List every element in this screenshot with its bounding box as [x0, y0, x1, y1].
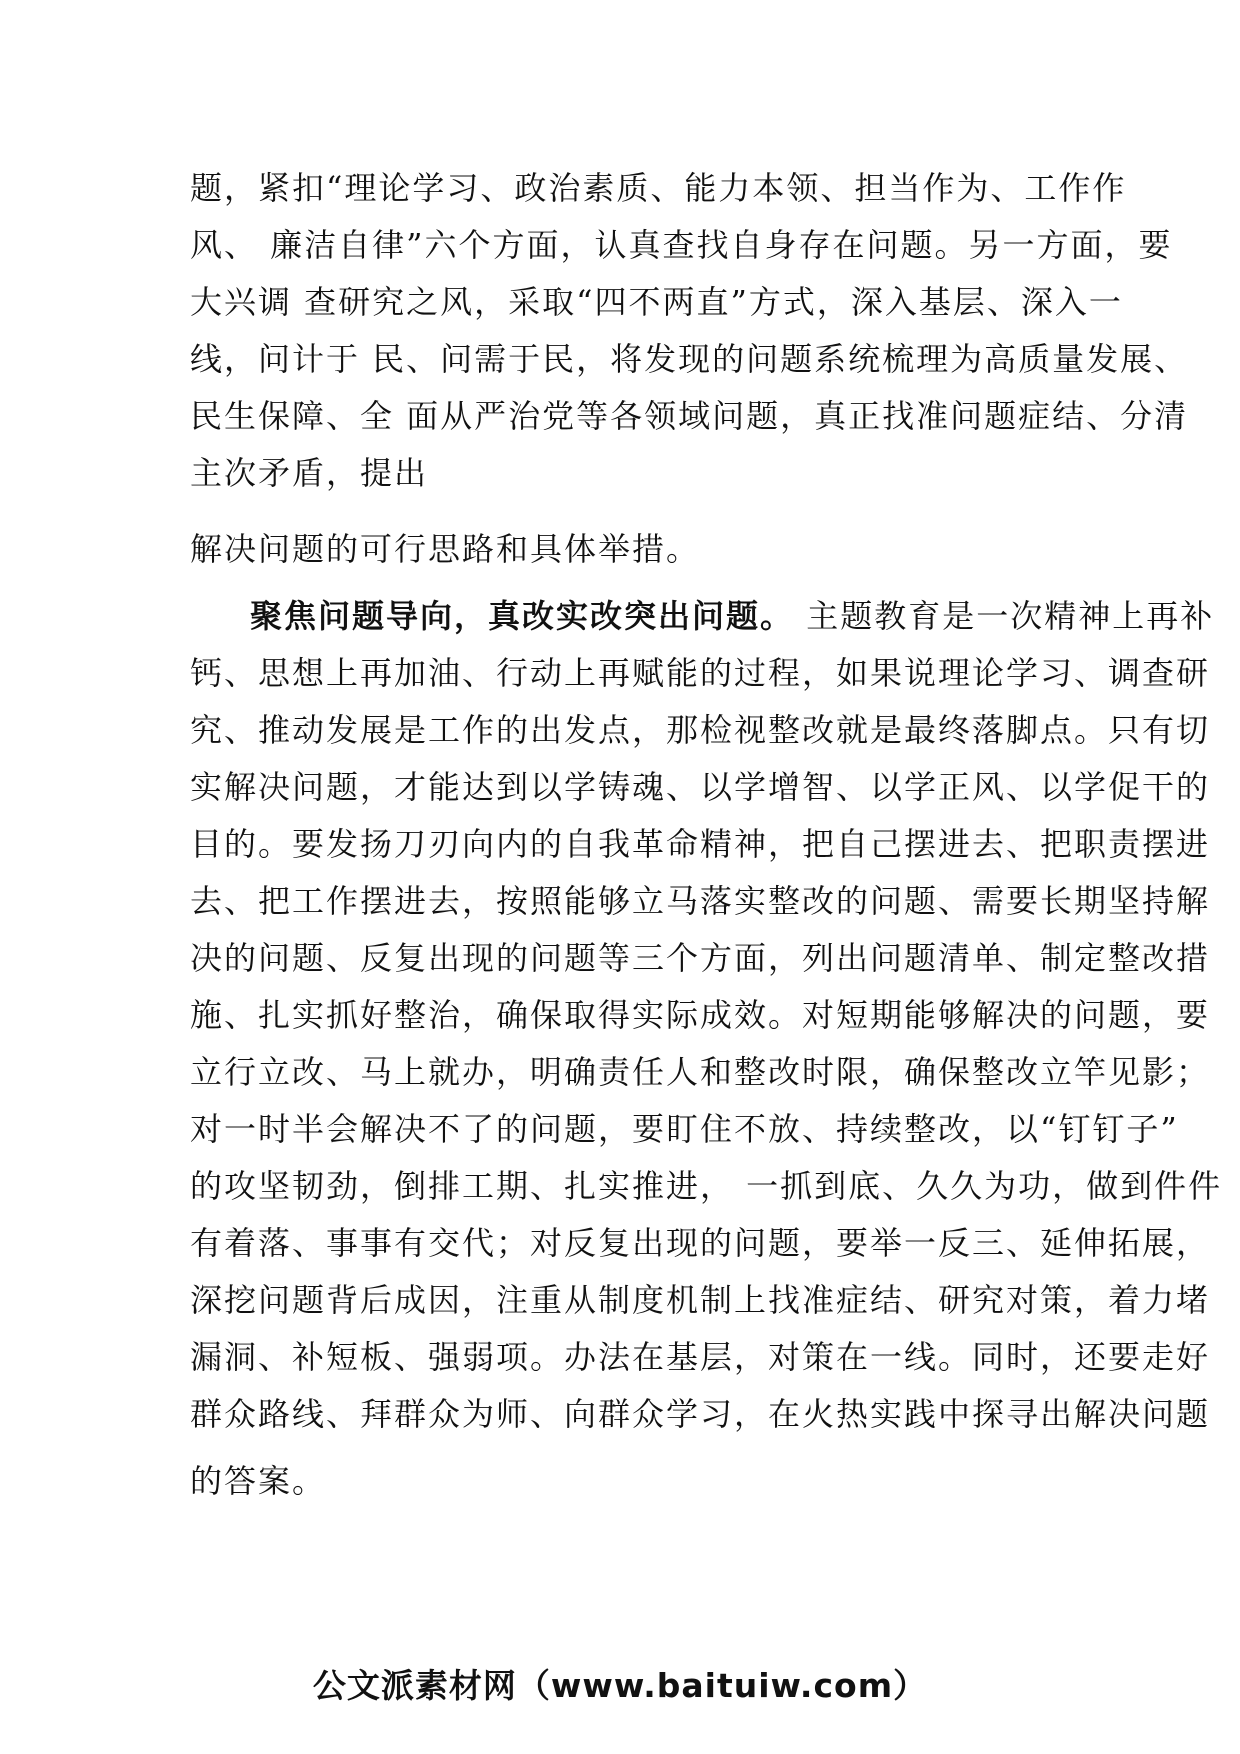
footer-watermark: 公文派素材网（www.baituiw.com） — [312, 1666, 928, 1705]
body-line: 钙、思想上再加油、行动上再赋能的过程，如果说理论学习、调查研 — [190, 654, 1211, 692]
body-line: 究、推动发展是工作的出发点，那检视整改就是最终落脚点。只有切 — [190, 711, 1211, 749]
body-line: 题，紧扣“理论学习、政治素质、能力本领、担当作为、工作作 — [190, 169, 1127, 207]
body-line: 实解决问题，才能达到以学铸魂、以学增智、以学正风、以学促干的 — [190, 768, 1211, 806]
body-line: 主次矛盾，提出 — [190, 454, 429, 492]
body-line: 目的。要发扬刀刃向内的自我革命精神，把自己摆进去、把职责摆进 — [190, 825, 1211, 863]
body-line: 的攻坚韧劲，倒排工期、扎实推进， 一抓到底、久久为功，做到件件 — [190, 1167, 1223, 1205]
section-heading-continuation: 主题教育是一次精神上再补 — [794, 597, 1215, 635]
body-line: 大兴调 查研究之风，采取“四不两直”方式，深入基层、深入一 — [190, 283, 1123, 321]
body-line: 民生保障、全 面从严治党等各领域问题，真正找准问题症结、分清 — [190, 397, 1189, 435]
body-line: 线，问计于 民、问需于民，将发现的问题系统梳理为高质量发展、 — [190, 340, 1189, 378]
body-line: 的答案。 — [190, 1462, 327, 1500]
body-line: 决的问题、反复出现的问题等三个方面，列出问题清单、制定整改措 — [190, 939, 1211, 977]
body-line: 群众路线、拜群众为师、向群众学习，在火热实践中探寻出解决问题 — [190, 1395, 1211, 1433]
body-line: 漏洞、补短板、强弱项。办法在基层，对策在一线。同时，还要走好 — [190, 1338, 1211, 1376]
body-line: 风、 廉洁自律”六个方面，认真查找自身存在问题。另一方面，要 — [190, 226, 1173, 264]
section-heading: 聚焦问题导向，真改实改突出问题。 — [250, 597, 795, 635]
body-line: 立行立改、马上就办，明确责任人和整改时限，确保整改立竿见影； — [190, 1053, 1211, 1091]
body-line: 去、把工作摆进去，按照能够立马落实整改的问题、需要长期坚持解 — [190, 882, 1211, 920]
body-line: 解决问题的可行思路和具体举措。 — [190, 530, 701, 568]
section-heading-line — [250, 596, 1215, 636]
body-line: 有着落、事事有交代；对反复出现的问题，要举一反三、延伸拓展， — [190, 1224, 1211, 1262]
body-line: 对一时半会解决不了的问题，要盯住不放、持续整改，以“钉钉子” — [190, 1110, 1179, 1148]
body-line: 施、扎实抓好整治，确保取得实际成效。对短期能够解决的问题，要 — [190, 996, 1211, 1034]
body-line: 深挖问题背后成因，注重从制度机制上找准症结、研究对策，着力堵 — [190, 1281, 1211, 1319]
